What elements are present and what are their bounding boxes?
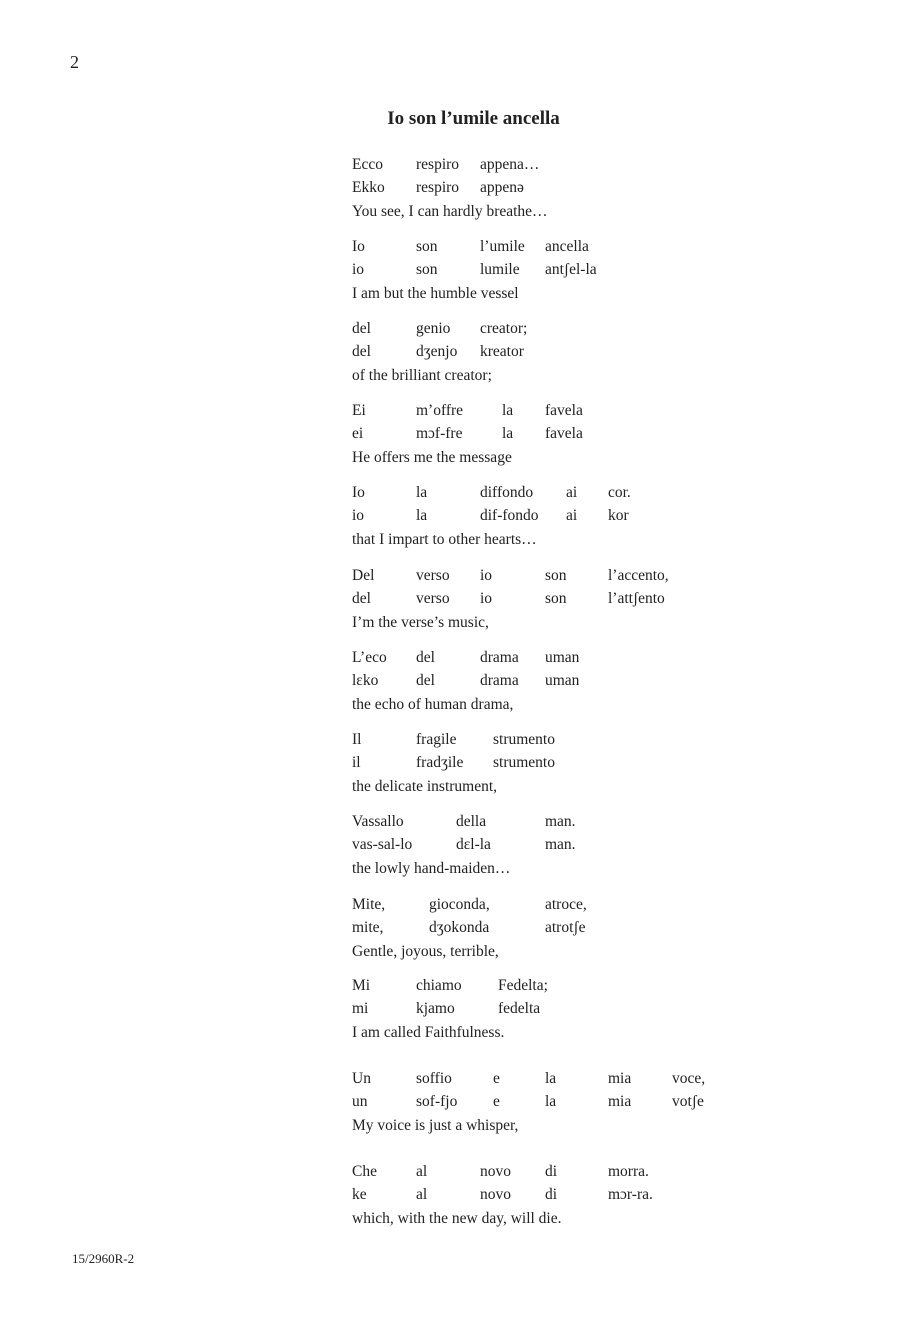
phonetic-word: drama: [480, 672, 519, 690]
italian-word: respiro: [416, 156, 460, 173]
italian-word: l’umile: [480, 238, 525, 255]
italian-line: [352, 235, 589, 258]
phonetic-line: [352, 1183, 653, 1206]
phonetic-word: fradʒile: [416, 754, 464, 772]
italian-word: L’eco: [352, 649, 387, 666]
italian-word: mia: [608, 1070, 632, 1087]
italian-line: [352, 317, 528, 340]
phonetic-word: e: [493, 1093, 500, 1111]
phonetic-word: dif-fondo: [480, 507, 539, 525]
phonetic-word: dʒenjo: [416, 343, 458, 361]
phonetic-line: [352, 587, 665, 610]
lyric-stanza: [352, 974, 548, 1044]
italian-line: [352, 974, 548, 997]
phonetic-line: [352, 1090, 704, 1113]
phonetic-word: al: [416, 1186, 428, 1204]
phonetic-word: strumento: [493, 754, 555, 772]
italian-line: [352, 1160, 649, 1183]
italian-word: man.: [545, 813, 576, 830]
phonetic-word: vas-sal-lo: [352, 836, 413, 854]
italian-word: genio: [416, 320, 451, 337]
english-translation: which, with the new day, will die.: [352, 1209, 562, 1227]
italian-line: [352, 1067, 706, 1090]
phonetic-word: la: [502, 425, 514, 443]
phonetic-line: [352, 916, 586, 939]
phonetic-line: [352, 833, 576, 856]
italian-word: Io: [352, 238, 365, 255]
italian-word: diffondo: [480, 484, 534, 501]
italian-word: della: [456, 813, 487, 830]
italian-line: [352, 728, 555, 751]
italian-word: morra.: [608, 1163, 649, 1180]
english-translation: He offers me the message: [352, 448, 512, 466]
phonetic-word: del: [416, 672, 435, 690]
italian-line: [352, 564, 669, 587]
italian-word: di: [545, 1163, 558, 1180]
lyric-stanza: [352, 1067, 706, 1137]
english-translation: of the brilliant creator;: [352, 366, 492, 384]
italian-word: Fedelta;: [498, 977, 548, 994]
italian-word: Del: [352, 567, 375, 584]
phonetic-word: novo: [480, 1186, 511, 1204]
english-translation: the delicate instrument,: [352, 777, 498, 795]
phonetic-word: lumile: [480, 261, 520, 279]
phonetic-word: ai: [566, 507, 578, 525]
italian-line: [352, 153, 548, 176]
phonetic-word: del: [352, 590, 371, 608]
italian-word: l’accento,: [608, 567, 669, 584]
phonetic-word: di: [545, 1186, 558, 1204]
italian-word: Io: [352, 484, 365, 501]
lyric-stanza: [352, 153, 548, 223]
phonetic-word: kjamo: [416, 1000, 455, 1018]
phonetic-word: io: [352, 261, 365, 279]
phonetic-line: [352, 504, 629, 527]
italian-word: novo: [480, 1163, 511, 1180]
phonetic-word: ei: [352, 425, 364, 443]
phonetic-word: antʃel-la: [545, 261, 597, 279]
italian-word: la: [545, 1070, 557, 1087]
english-translation: You see, I can hardly breathe…: [352, 202, 548, 220]
phonetic-word: sof-fjo: [416, 1093, 458, 1111]
italian-word: verso: [416, 567, 450, 584]
phonetic-word: kreator: [480, 343, 524, 361]
italian-word: Mi: [352, 977, 371, 994]
italian-word: del: [352, 320, 371, 337]
lyric-stanza: [352, 1160, 653, 1230]
italian-word: creator;: [480, 320, 528, 337]
italian-line: [352, 646, 580, 669]
italian-line: [352, 481, 631, 504]
italian-word: al: [416, 1163, 428, 1180]
italian-word: Il: [352, 731, 362, 748]
phonetic-word: dɛl-la: [456, 836, 491, 854]
italian-word: Ecco: [352, 156, 383, 173]
footer-catalog-code: 15/2960R-2: [72, 1251, 135, 1266]
italian-word: strumento: [493, 731, 555, 748]
phonetic-word: mite,: [352, 919, 384, 937]
phonetic-word: son: [545, 590, 567, 608]
phonetic-word: ke: [352, 1186, 367, 1204]
italian-word: favela: [545, 402, 583, 419]
phonetic-line: [352, 997, 541, 1020]
italian-line: [352, 810, 576, 833]
phonetic-word: del: [352, 343, 371, 361]
phonetic-word: fedelta: [498, 1000, 541, 1018]
lyric-stanza: [352, 399, 583, 469]
phonetic-word: io: [352, 507, 365, 525]
italian-word: Vassallo: [352, 813, 404, 830]
italian-word: appena…: [480, 156, 540, 173]
lyric-stanza: [352, 728, 555, 798]
italian-word: Mite,: [352, 896, 386, 913]
english-translation: My voice is just a whisper,: [352, 1116, 519, 1134]
phonetic-word: Ekko: [352, 179, 385, 197]
phonetic-word: il: [352, 754, 361, 772]
italian-word: ancella: [545, 238, 589, 255]
phonetic-line: [352, 176, 548, 199]
phonetic-word: votʃe: [672, 1093, 704, 1111]
italian-line: [352, 399, 583, 422]
page-title: Io son l’umile ancella: [387, 108, 560, 129]
phonetic-word: la: [545, 1093, 557, 1111]
phonetic-word: kor: [608, 507, 629, 525]
phonetic-line: [352, 751, 555, 774]
italian-word: drama: [480, 649, 519, 666]
english-translation: the echo of human drama,: [352, 695, 514, 713]
phonetic-word: la: [416, 507, 428, 525]
italian-word: Ei: [352, 402, 366, 419]
phonetic-line: [352, 669, 580, 692]
lyric-stanza: [352, 646, 580, 716]
italian-word: fragile: [416, 731, 457, 748]
page-number: 2: [70, 52, 79, 72]
lyric-stanza: [352, 810, 576, 880]
english-translation: I’m the verse’s music,: [352, 613, 489, 631]
lyric-stanza: [352, 235, 597, 305]
lyric-stanza: [352, 564, 669, 634]
italian-word: gioconda,: [429, 896, 490, 913]
phonetic-word: mɔr-ra.: [608, 1186, 653, 1204]
phonetic-word: l’attʃento: [608, 590, 665, 608]
phonetic-word: appenə: [480, 179, 524, 197]
italian-word: io: [480, 567, 493, 584]
lyric-stanza: [352, 481, 631, 551]
italian-word: la: [416, 484, 428, 501]
phonetic-word: favela: [545, 425, 583, 443]
italian-word: m’offre: [416, 402, 464, 419]
italian-word: del: [416, 649, 435, 666]
phonetic-word: mia: [608, 1093, 632, 1111]
english-translation: I am called Faithfulness.: [352, 1023, 505, 1041]
italian-word: Un: [352, 1070, 371, 1087]
italian-word: son: [545, 567, 567, 584]
italian-line: [352, 893, 587, 916]
italian-word: e: [493, 1070, 500, 1087]
phonetic-word: uman: [545, 672, 580, 690]
italian-word: chiamo: [416, 977, 462, 994]
italian-word: atroce,: [545, 896, 587, 913]
phonetic-word: mi: [352, 1000, 369, 1018]
english-translation: the lowly hand-maiden…: [352, 859, 511, 877]
italian-word: Che: [352, 1163, 377, 1180]
phonetic-word: son: [416, 261, 438, 279]
lyric-stanza: [352, 317, 528, 387]
italian-word: soffio: [416, 1070, 452, 1087]
phonetic-line: [352, 340, 524, 363]
italian-word: son: [416, 238, 438, 255]
english-translation: that I impart to other hearts…: [352, 530, 537, 548]
english-translation: Gentle, joyous, terrible,: [352, 942, 499, 960]
lyric-stanza: [352, 893, 587, 963]
italian-word: la: [502, 402, 514, 419]
italian-word: uman: [545, 649, 580, 666]
italian-word: voce,: [672, 1070, 706, 1087]
phonetic-line: [352, 422, 583, 445]
phonetic-word: dʒokonda: [429, 919, 490, 937]
phonetic-word: man.: [545, 836, 576, 854]
phonetic-word: respiro: [416, 179, 460, 197]
phonetic-word: io: [480, 590, 493, 608]
italian-word: cor.: [608, 484, 631, 501]
phonetic-word: atrotʃe: [545, 919, 586, 937]
phonetic-line: [352, 258, 597, 281]
phonetic-word: un: [352, 1093, 368, 1111]
phonetic-word: verso: [416, 590, 450, 608]
phonetic-word: lɛko: [352, 672, 379, 690]
english-translation: I am but the humble vessel: [352, 284, 519, 302]
italian-word: ai: [566, 484, 578, 501]
phonetic-word: mɔf-fre: [416, 425, 463, 443]
